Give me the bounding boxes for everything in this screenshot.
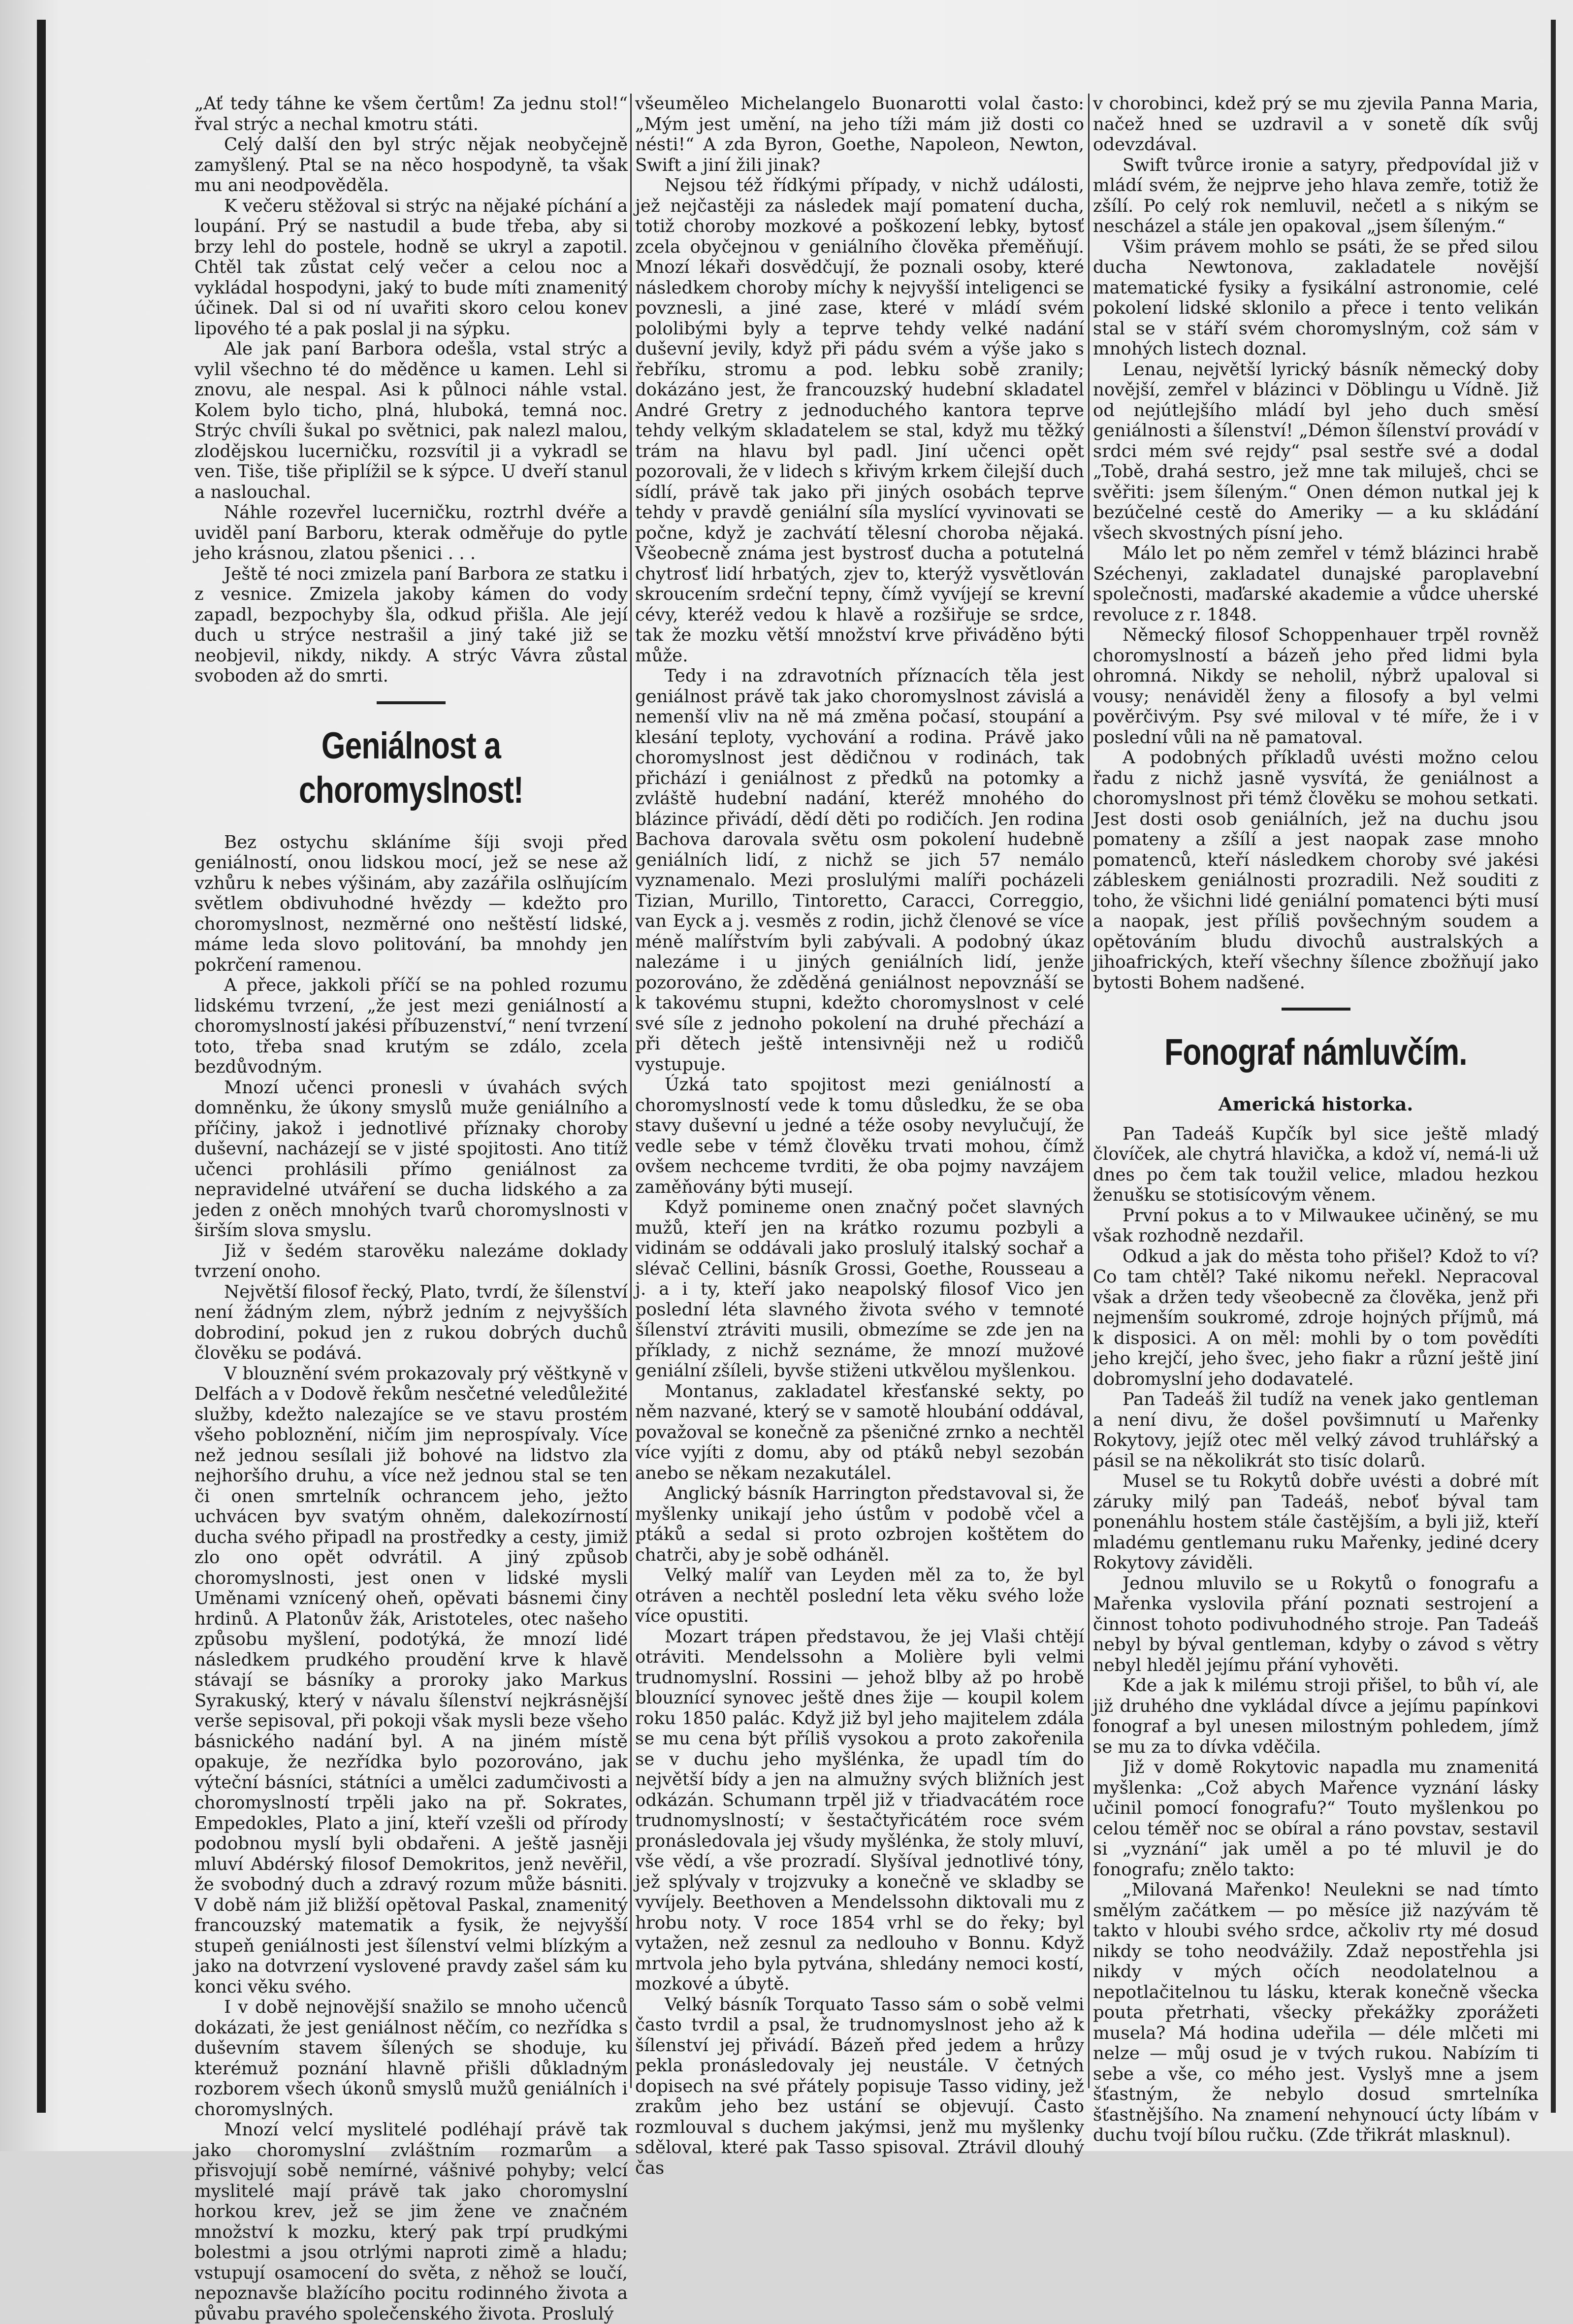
story-paragraph: Pan Tadeáš Kupčík byl sice ještě mladý človíček, ale chytrá hlavička, a kdož ví, nemá-li už dnes po čem tak toužil velice, mladou hezkou ženušku se stotisícovým věnem. bbox=[1093, 1123, 1539, 1205]
story-paragraph: Pan Tadeáš žil tudíž na venek jako gentleman a není divu, že došel povšimnutí u Mařenky Rokytovy, jejíž otec měl velký závod truhlářský a pásil se na několikrát sto tisíc dolarů. bbox=[1093, 1389, 1539, 1471]
article-paragraph: Lenau, největší lyrický básník německý doby novější, zemřel v blázinci v Döblingu u Vídně. Již od nejútlejšího mládí byl jeho duch směsí geniálnosti a šílenství! „Démon šílenství provádí v srdci mém své rejdy“ psal sestře své a dodal „Tobě, drahá sestro, jež mne tak miluješ, chci se svěřiti: jsem šíleným.“ Onen démon nutkal jej k bezúčelné cestě do Ameriky — a ku skládání všech skvostných písní jeho. bbox=[1093, 359, 1539, 543]
article-paragraph: V blouznění svém prokazovaly prý věštkyně v Delfách a v Dodově řekům nesčetné veledůležité služby, kdežto nalezajíce se ve stavu prostém všeho pobloznění, ničím jim neprospívaly. Více než jednou sesílali již bohové na lidstvo zla nejhoršího druhu, a více než jednou stal se ten či onen smrtelník ochrancem jeho, ježto uchvácen byv svatým ohněm, dalekozírností ducha svého připadl na prostředky a cesty, jimiž zlo ono opět odvrátil. A jiný způsob choromyslnosti, jest onen v lidské mysli Uměnami vznícený oheň, opěvati básnemi činy hrdinů. A Platonův žák, Aristoteles, otec našeho způsobu myšlení, podotýká, že mnozí lidé následkem prudkého proudění krve k hlavě stávají se básníky a proroky jako Markus Syrakuský, který v návalu šílenství nejkrásnější verše sepisoval, při pokoji však mysli beze všeho básnického nadání byl. A na jiném místě opakuje, že nezřídka bylo pozorováno, jak výteční básníci, státníci a umělci zadumčivosti a choromyslností trpěli jako na př. Sokrates, Empedokles, Plato a jiní, kteří vzešli od přírody podobnou myslí byli obdařeni. A ještě jasněji mluví Abdérský filosof Demokritos, jenž nevěřil, že svobodný duch a zdravý rozum může básniti. V době nám již bližší opětoval Paskal, znamenitý francouzský matematik a fysik, že nejvyšší stupeň geniálnosti jest šílenství velmi blízkým a jako na dotvrzení vyslovené pravdy zašel sám ku konci věku svého. bbox=[194, 1363, 628, 1997]
story-paragraph: K večeru stěžoval si strýc na nějaké píchání a loupání. Prý se nastudil a bude třeba, aby si brzy lehl do postele, hodně se ukryl a zapotil. Chtěl tak zůstat celý večer a celou noc a vykládal hospodyni, jaký to bude míti znamenitý účinek. Dal si od ní uvařiti skoro celou konev lipového té a pak poslal ji na sýpku. bbox=[194, 196, 628, 339]
story-paragraph: „Milovaná Mařenko! Neulekni se nad tímto smělým začátkem — po měsíce již nazývám tě takto v hloubi svého srdce, ačkoliv rty mé dosud nikdy se toho neodvážily. Zdaž nepostřehla jsi nikdy v mých očích neodolatelnou a nepotlačitelnou tu lásku, kterak konečně všecka pouta přetrhati, všecky překážky zporážeti musela? Má hodina udeřila — déle mlčeti mi nelze — můj osud je v tvých rukou. Nabízím ti sebe a vše, co mého jest. Vyslyš mne a jsem šťastným, že nebylo dosud smrtelníka šťastnějšího. Na znamení nehynoucí úcty líbám v duchu tvojí bílou ručku. (Zde třikrát mlasknul). bbox=[1093, 1880, 1539, 2145]
article-paragraph: všeuměleo Michelangelo Buonarotti volal často: „Mým jest umění, na jeho tíži mám již dosti co nésti!“ A zda Byron, Goethe, Napoleon, Newton, Swift a jiní žili jinak? bbox=[635, 94, 1084, 175]
article-paragraph: Tedy i na zdravotních příznacích těla jest geniálnost právě tak jako choromyslnost závislá a nemenší vliv na ně má změna počasí, stoupání a klesání teploty, vychování a rodina. Právě jako choromyslnost jest dědičnou v rodinách, tak přichází i geniálnost z předků na potomky a zvláště hudební nadání, kteréž mnohého do blázince přivádí, dědí děti po rodičích. Jen rodina Bachova darovala světu osm pokolení hudebně geniálních lidí, z nichž se jich 57 nemálo vyznamenalo. Mezi proslulými malíři pocházeli Tizian, Murillo, Tintoretto, Caracci, Correggio, van Eyck a j. vesměs z rodin, jichž členové se více méně malířstvím byli zabývali. A podobný úkaz nalezáme i u jiných geniálních lidí, jenže pozorováno, že zděděná geniálnost nepovznáší se k takovému stupni, kdežto choromyslnost v celé své síle z jednoho pokolení na druhé přechází a při dětech ještě intensivněji než u rodičů vystupuje. bbox=[635, 666, 1084, 1075]
story-paragraph: Jednou mluvilo se u Rokytů o fonografu a Mařenka vyslovila přání poznati sestrojení a činnost tohoto podivuhodného stroje. Pan Tadeáš nebyl by býval gentleman, kdyby o závod s větry nebyl hleděl jejímu přání vyhověti. bbox=[1093, 1573, 1539, 1675]
story-paragraph: Celý další den byl strýc nějak neobyčejně zamyšlený. Ptal se na něco hospodyně, ta však mu ani neodpověděla. bbox=[194, 134, 628, 196]
article-paragraph: Mozart trápen představou, že jej Vlaši chtějí otráviti. Mendelssohn a Molière byli velmi trudnomyslní. Rossini — jehož blby až po hrobě blouznící synovec ještě dnes žije — koupil kolem roku 1850 palác. Když již byl jeho majitelem zdála se mu cena být příliš vysokou a proto zakořenila se v duchu jeho myšlénka, že upadl tím do největší bídy a jen na almužny svých bližních jest odkázán. Schumann trpěl již v třiadvacátém roce trudnomyslností; v šestačtyřicátém roce svém pronásledovala jej všudy myšlénka, že stoly mluví, vše vědí, a vše prozradí. Slyšíval jednotlivé tóny, jež splývaly v trojzvuky a konečně ve skladby se vyvíjely. Beethoven a Mendelssohn diktovali mu z hrobu noty. V roce 1854 vrhl se do řeky; byl vytažen, než zesnul za nedlouho v Bonnu. Když mrtvola jeho byla pytvána, shledány nemoci kostí, mozkové a úbytě. bbox=[635, 1626, 1084, 1994]
article-paragraph: Velký malíř van Leyden měl za to, že byl otráven a nechtěl poslední leta věku svého lože více opustiti. bbox=[635, 1565, 1084, 1626]
article-paragraph: Bez ostychu skláníme šíji svoji před geniálností, onou lidskou mocí, jež se nese až vzhůru k nebes výšinám, aby zazářila oslňujícím světlem obdivuhodné hvězdy — kdežto pro choromyslnost, nezměrné ono neštěstí lidské, máme leda slovo politování, ba mnohdy jen pokrčení ramenou. bbox=[194, 832, 628, 975]
story-subheadline: Americká historka. bbox=[1218, 1093, 1413, 1115]
article-paragraph: Mnozí učenci pronesli v úvahách svých domněnku, že úkony smyslů muže geniálního a příčiny, jakož i jednotlivé příznaky choroby duševní, nacházejí se v jisté spojitosti. Ano titíž učenci prohlásili přímo geniálnost za nepravidelné utváření se ducha lidského a za jeden z oněch mnohých tvarů choromyslnosti v širším slova smyslu. bbox=[194, 1077, 628, 1241]
article-paragraph: Německý filosof Schoppenhauer trpěl rovněž choromyslností a bázeň jeho před lidmi byla ohromná. Nikdy se neholil, nýbrž upaloval si vousy; nenáviděl ženy a filosofy a byl velmi pověrčivým. Psy své miloval v té míře, že i v poslední vůli na ně pamatoval. bbox=[1093, 625, 1539, 748]
article-paragraph: A podobných příkladů uvésti možno celou řadu z nichž jasně vysvítá, že geniálnost a choromyslnost při témž člověku se mohou setkati. Jest dosti osob geniálních, jež na duchu jsou pomateny a zšílí a jest naopak zase mnoho pomatenců, kteří následkem choroby své jakési zábleskem geniálnosti prozradili. Než souditi z toho, že všichni lidé geniální pomatenci býti musí a naopak, jest příliš povšechným soudem a opětováním bludu divochů australských a jihoafrických, kteří všechny šílence zbožňují jako bytosti Bohem nadšené. bbox=[1093, 748, 1539, 993]
column-rule-2 bbox=[1088, 94, 1090, 2088]
column-3 bbox=[1093, 94, 1539, 2145]
article-paragraph: Velký básník Torquato Tasso sám o sobě velmi často tvrdil a psal, že trudnomyslnost jeho až k šílenství jej přivádí. Bázeň před jedem a hrůzy pekla pronásledovaly jej neustále. V četných dopisech na své přátely popisuje Tasso vidiny, jež zrakům jeho bez ustání se objevují. Často rozmlouval s duchem jakýmsi, jenž mu myšlenky sděloval, které pak Tasso spisoval. Ztrávil dlouhý čas bbox=[635, 1994, 1084, 2178]
page-left-edge bbox=[37, 20, 46, 2113]
article-paragraph: A přece, jakkoli příčí se na pohled rozumu lidskému tvrzení, „že jest mezi geniálností a choromyslností jakési příbuzenství,“ není tvrzení toto, třeba snad krutým se zdálo, zcela bezdůvodným. bbox=[194, 975, 628, 1077]
column-rule-1 bbox=[630, 94, 632, 2088]
article-paragraph: Nejsou též řídkými případy, v nichž události, jež nejčastěji za následek mají pomatení ducha, totiž choroby mozkové a poškození lebky, bytosť zcela obyčejnou v geniálního člověka přeměňují. Mnozí lékaři dosvědčují, že poznali osoby, které následkem choroby míchy k nejvyšší inteligenci se povznesli, a jiné zase, které v mládí svém pololibými byly a teprve tehdy velké nadání duševní jevily, když při pádu svém a výše jako s řebříku, stromu a pod. lebku sobě zranily; dokázáno jest, že francouzský hudební skladatel André Gretry z jednoduchého kantora teprve tehdy velkým skladatelem se stal, když mu těžký trám na hlavu byl padl. Jiní učenci opět pozorovali, že v lidech s křivým krkem čilejší duch sídlí, právě tak jako při jiných osobách teprve tehdy v pravdě geniální síla myslící vyvinovati se počne, když je zachvátí tělesní choroba nějaká. Všeobecně známa jest bystrosť ducha a potutelná chytrosť lidí hrbatých, zjev to, kterýž vysvětlován skroucením srdeční tepny, čímž vyvíjejí se krevní cévy, kteréž vedou k hlavě a rozšiřuje se srdce, tak že mozku větší množství krve přiváděno býti může. bbox=[635, 175, 1084, 666]
story-paragraph: První pokus a to v Milwaukee učiněný, se mu však rozhodně nezdařil. bbox=[1093, 1205, 1539, 1246]
story-paragraph: Již v domě Rokytovic napadla mu znamenitá myšlenka: „Což abych Mařence vyznání lásky učinil pomocí fonografu?“ Touto myšlenkou po celou téměř noc se obíral a ráno povstav, sestavil si „vyznání“ jak uměl a po té mluvil je do fonografu; znělo takto: bbox=[1093, 1757, 1539, 1880]
article-paragraph: Všim právem mohlo se psáti, že se před silou ducha Newtonova, zakladatele novější matematické fysiky a fysikální astronomie, celé pokolení lidské sklonilo a přece i tento velikán stal se v stáří svém choromyslným, což sám v mnohých listech doznal. bbox=[1093, 236, 1539, 359]
article-paragraph: Málo let po něm zemřel v témž blázinci hrabě Széchenyi, zakladatel dunajské paroplavební společnosti, maďarské akademie a vůdce uherské revoluce z r. 1848. bbox=[1093, 543, 1539, 625]
article-paragraph: Když pomineme onen značný počet slavných mužů, kteří jen na krátko rozumu pozbyli a vidinám se oddávali jako proslulý italský sochař a slévač Cellini, básník Grossi, Goethe, Rousseau a j. a i ty, kteří jako neapolský filosof Vico jen poslední léta slavného života svého v temnoté šílenství ztráviti musili, obmezíme se zde jen na příklady, z nichž seznáme, že mnozí mužové geniální zšíleli, byvše stiženi utkvělou myšlenkou. bbox=[635, 1197, 1084, 1381]
article-paragraph: Již v šedém starověku nalezáme doklady tvrzení onoho. bbox=[194, 1241, 628, 1281]
story-paragraph: Náhle rozevřel lucerničku, roztrhl dvéře a uviděl paní Barboru, kterak odměřuje do pytle jeho krásnou, zlatou pšenici . . . bbox=[194, 502, 628, 563]
column-1 bbox=[194, 94, 628, 2324]
article-paragraph: Mnozí velcí myslitelé podléhají právě tak jako choromyslní zvláštním rozmarům a přisvojují sobě nemírné, vášnivé pohyby; velcí myslitelé mají právě tak jako choromyslní horkou krev, jež se jim žene ve značném množství k mozku, který pak trpí prudkými bolestmi a jsou otrlými naproti zimě a hladu; vstupují osamocení do světa, z něhož se loučí, nepoznavše blažícího pocitu rodinného života a půvabu pravého společenského života. Proslulý bbox=[194, 2120, 628, 2324]
article-headline: Geniálnost a choromyslnost! bbox=[299, 724, 523, 811]
article-paragraph: Swift tvůrce ironie a satyry, předpovídal již v mládí svém, že nejprve jeho hlava zemře, totiž že zšílí. Po celý rok nemluvil, nečetl a s nikým se nescházel a stále jen opakoval „jsem šíleným.“ bbox=[1093, 155, 1539, 236]
article-paragraph: v chorobinci, kdež prý se mu zjevila Panna Maria, načež hned se uzdravil a v sonetě dík svůj odevzdával. bbox=[1093, 94, 1539, 155]
page-right-edge bbox=[1551, 20, 1556, 2113]
story-paragraph: Kde a jak k milému stroji přišel, to bůh ví, ale již druhého dne vykládal dívce a jejímu papínkovi fonograf a byl unesen milostným pohledem, jímž se mu za to dívka vděčila. bbox=[1093, 1675, 1539, 1757]
section-divider bbox=[377, 701, 446, 704]
story-paragraph: Ještě té noci zmizela paní Barbora ze statku i z vesnice. Zmizela jakoby kámen do vody zapadl, bezpochyby šla, odkud přišla. Ale její duch u strýce nestrašil a jiný také již se neobjevil, nikdy, nikdy. A strýc Vávra zůstal svoboden až do smrti. bbox=[194, 563, 628, 686]
story-headline: Fonograf námluvčím. bbox=[1164, 1031, 1467, 1073]
story-paragraph: Ale jak paní Barbora odešla, vstal strýc a vylil všechno té do měděnce u kamen. Lehl si znovu, ale nespal. Asi k půlnoci náhle vstal. Kolem bylo ticho, plná, hluboká, temná noc. Strýc chvíli šukal po světnici, pak nalezl malou, zlodějskou lucerničku, rozsvítil ji a vykradl se ven. Tiše, tiše připlížil se k sýpce. U dveří stanul a naslouchal. bbox=[194, 339, 628, 502]
article-paragraph: Úzká tato spojitost mezi geniálností a choromyslností vede k tomu důsledku, že se oba stavy duševní u jedné a téže osoby nevylučují, že vedle sebe v témž člověku trvati mohou, čímž ovšem nechceme tvrditi, že oba pojmy navzájem zaměňovány býti musejí. bbox=[635, 1075, 1084, 1197]
story-paragraph: Musel se tu Rokytů dobře uvésti a dobré mít záruky milý pan Tadeáš, neboť býval tam ponenáhlu hostem stále častějším, a byli již, kteří mladému gentlemanu ruku Mařenky, jediné dcery Rokytovy záviděli. bbox=[1093, 1471, 1539, 1573]
column-2 bbox=[635, 94, 1084, 2178]
section-divider bbox=[1282, 1008, 1350, 1011]
story-paragraph: Odkud a jak do města toho přišel? Kdož to ví? Co tam chtěl? Také nikomu neřekl. Nepracoval však a držen tedy všeobecně za člověka, jenž při nejmenším soukromé, zdroje hojných příjmů, má k disposici. A on měl: mohli by o tom povědíti jeho krejčí, jeho švec, jeho fiakr a různí ještě jiní dobromyslní jeho dodavatelé. bbox=[1093, 1246, 1539, 1389]
article-paragraph: I v době nejnovější snažilo se mnoho učenců dokázati, že jest geniálnost něčím, co nezřídka s duševním stavem šílených se shoduje, ku kterémuž poznání hlavně přišli důkladným rozborem všech úkonů smyslů mužů geniálních i choromyslných. bbox=[194, 1997, 628, 2120]
article-paragraph: Montanus, zakladatel křesťanské sekty, po něm nazvané, který se v samotě hloubání oddával, považoval se konečně za pšeničné zrnko a nechtěl více vyjíti z domu, aby od ptáků nebyl sezobán anebo se někam nezakutálel. bbox=[635, 1381, 1084, 1483]
article-paragraph: Anglický básník Harrington představoval si, že myšlenky unikají jeho ústům v podobě včel a ptáků a sedal si proto ozbrojen koštětem do chatrči, aby je sobě odháněl. bbox=[635, 1483, 1084, 1565]
article-paragraph: Největší filosof řecký, Plato, tvrdí, že šílenství není žádným zlem, nýbrž jedním z nejvyšších dobrodiní, pokud jen z rukou dobrých duchů člověku se podává. bbox=[194, 1281, 628, 1363]
story-paragraph: „Ať tedy táhne ke všem čertům! Za jednu stol!“ řval strýc a nechal kmotru státi. bbox=[194, 94, 628, 134]
